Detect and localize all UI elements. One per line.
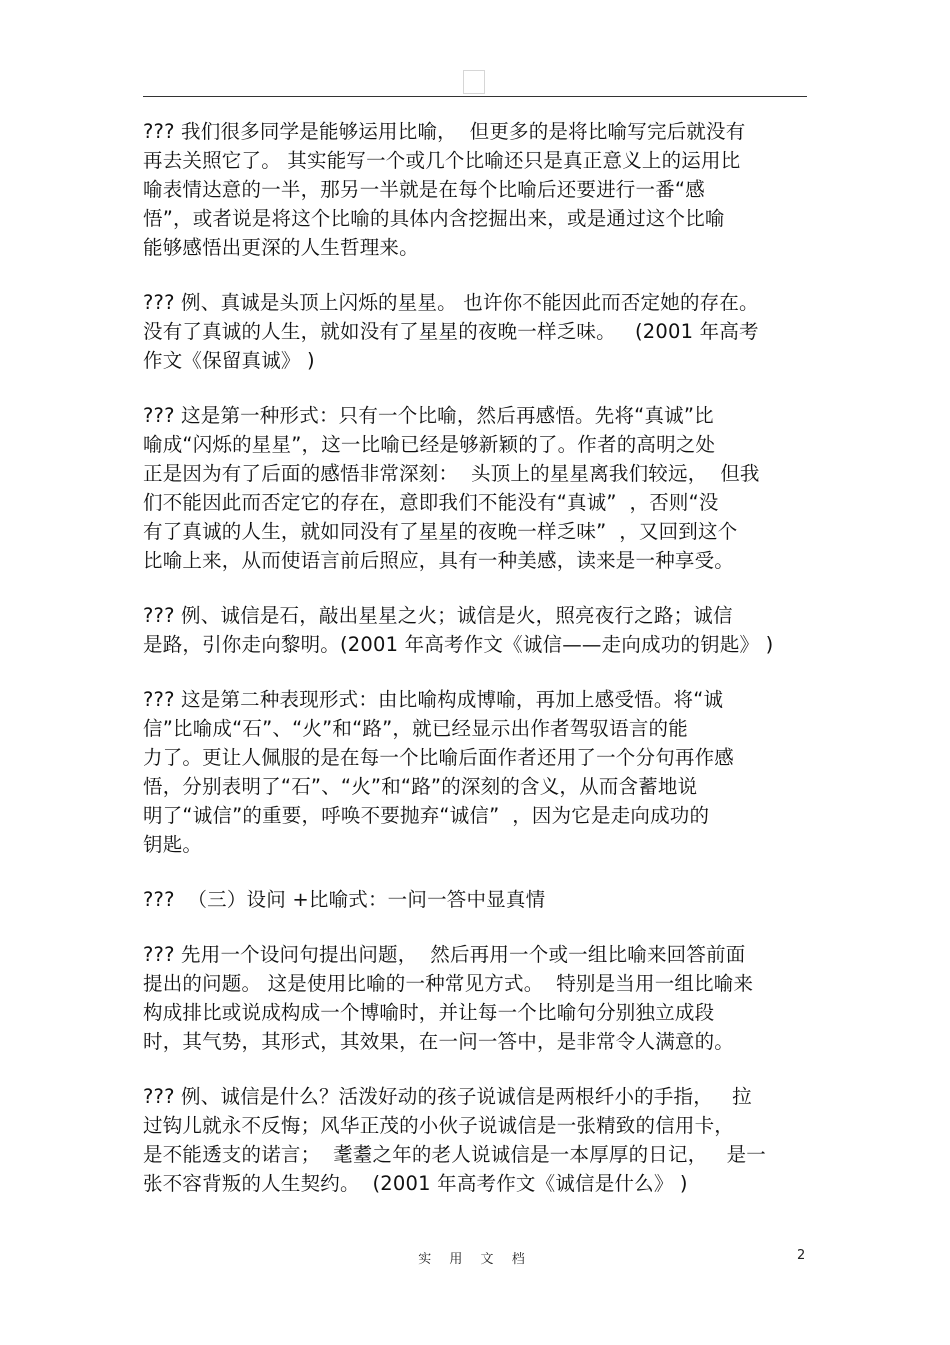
- text-line: 能够感悟出更深的人生哲理来。: [143, 236, 419, 259]
- text-line: 是路，引你走向黎明。(2001 年高考作文《诚信——走向成功的钥匙》 ): [143, 633, 774, 656]
- text-line: 提出的问题。 这是使用比喻的一种常见方式。 特别是当用一组比喻来: [143, 972, 754, 995]
- text-line: 再去关照它了。 其实能写一个或几个比喻还只是真正意义上的运用比: [143, 149, 741, 172]
- footer-label: 实 用 文 档: [418, 1252, 532, 1267]
- text-line: ??? 例、真诚是头顶上闪烁的星星。 也许你不能因此而否定她的存在。: [143, 291, 759, 314]
- text-line: 时，其气势，其形式，其效果，在一问一答中，是非常令人满意的。: [143, 1030, 735, 1053]
- text-line: 明了“诚信”的重要，呼唤不要抛弃“诚信” ，因为它是走向成功的: [143, 804, 710, 827]
- text-line: ??? （三）设问 +比喻式：一问一答中显真情: [143, 888, 546, 911]
- text-line: 正是因为有了后面的感悟非常深刻： 头顶上的星星离我们较远， 但我: [143, 462, 760, 485]
- text-line: 是不能透支的诺言； 耄耋之年的老人说诚信是一本厚厚的日记， 是一: [143, 1143, 766, 1166]
- paragraph-3: [143, 401, 809, 575]
- text-line: ??? 这是第二种表现形式：由比喻构成博喻，再加上感受悟。将“诚: [143, 688, 724, 711]
- paragraph-4: [143, 601, 809, 659]
- paragraph-8: [143, 1082, 809, 1198]
- text-line: 信”比喻成“石”、“火”和“路”，就已经显示出作者驾驭语言的能: [143, 717, 688, 740]
- paragraph-gap: [143, 1056, 809, 1082]
- text-line: ??? 例、诚信是什么？活泼好动的孩子说诚信是两根纤小的手指， 拉: [143, 1085, 752, 1108]
- paragraph-gap: [143, 859, 809, 885]
- document-body: [143, 117, 809, 1198]
- paragraph-gap: [143, 575, 809, 601]
- paragraph-5: [143, 685, 809, 859]
- paragraph-gap: [143, 262, 809, 288]
- paragraph-gap: [143, 659, 809, 685]
- paragraph-7: [143, 940, 809, 1056]
- text-line: 喻表情达意的一半，那另一半就是在每个比喻后还要进行一番“感: [143, 178, 705, 201]
- text-line: ??? 这是第一种形式：只有一个比喻，然后再感悟。先将“真诚”比: [143, 404, 714, 427]
- text-line: 过钩儿就永不反悔；风华正茂的小伙子说诚信是一张精致的信用卡，: [143, 1114, 735, 1137]
- paragraph-gap: [143, 914, 809, 940]
- text-line: 构成排比或说成构成一个博喻时，并让每一个比喻句分别独立成段: [143, 1001, 715, 1024]
- text-line: ??? 先用一个设问句提出问题， 然后再用一个或一组比喻来回答前面: [143, 943, 746, 966]
- paragraph-1: [143, 117, 809, 262]
- page-number: 2: [797, 1248, 806, 1263]
- text-line: 们不能因此而否定它的存在，意即我们不能没有“真诚” ，否则“没: [143, 491, 719, 514]
- text-line: 比喻上来，从而使语言前后照应，具有一种美感，读来是一种享受。: [143, 549, 735, 572]
- text-line: 没有了真诚的人生，就如没有了星星的夜晚一样乏味。 (2001 年高考: [143, 320, 759, 343]
- text-line: 悟”，或者说是将这个比喻的具体内含挖掘出来，或是通过这个比喻: [143, 207, 725, 230]
- paragraph-2: [143, 288, 809, 375]
- text-line: 喻成“闪烁的星星”，这一比喻已经是够新颖的了。作者的高明之处: [143, 433, 716, 456]
- section-heading: [143, 885, 809, 914]
- text-line: 张不容背叛的人生契约。 (2001 年高考作文《诚信是什么》 ): [143, 1172, 688, 1195]
- header-placeholder-box: [463, 70, 485, 94]
- text-line: ??? 我们很多同学是能够运用比喻， 但更多的是将比喻写完后就没有: [143, 120, 746, 143]
- text-line: 作文《保留真诚》 ): [143, 349, 315, 372]
- header-rule: [143, 96, 807, 97]
- paragraph-gap: [143, 375, 809, 401]
- text-line: 力了。更让人佩服的是在每一个比喻后面作者还用了一个分句再作感: [143, 746, 735, 769]
- text-line: 钥匙。: [143, 833, 203, 856]
- text-line: 悟，分别表明了“石”、“火”和“路”的深刻的含义，从而含蓄地说: [143, 775, 698, 798]
- text-line: ??? 例、诚信是石，敲出星星之火；诚信是火，照亮夜行之路；诚信: [143, 604, 733, 627]
- text-line: 有了真诚的人生，就如同没有了星星的夜晚一样乏味” ，又回到这个: [143, 520, 738, 543]
